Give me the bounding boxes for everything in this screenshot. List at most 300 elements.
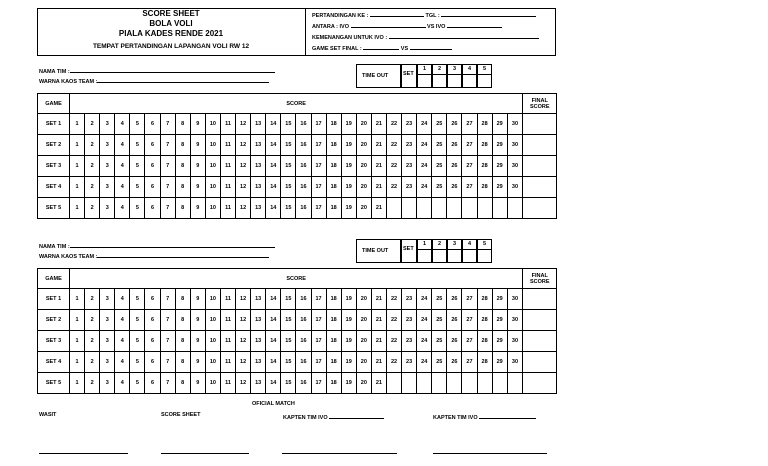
point-cell[interactable]: 8 — [175, 177, 190, 198]
point-cell[interactable]: 12 — [236, 352, 251, 373]
point-cell[interactable]: 22 — [386, 135, 401, 156]
point-cell[interactable]: 3 — [100, 310, 115, 331]
point-cell[interactable]: 2 — [85, 331, 100, 352]
point-cell[interactable]: 7 — [160, 289, 175, 310]
point-cell[interactable]: 16 — [296, 373, 311, 394]
point-cell[interactable]: 2 — [85, 310, 100, 331]
point-cell[interactable]: 16 — [296, 198, 311, 219]
point-cell[interactable]: 12 — [236, 156, 251, 177]
point-cell[interactable]: 7 — [160, 331, 175, 352]
point-cell[interactable]: 1 — [70, 331, 85, 352]
point-cell[interactable]: 11 — [220, 198, 235, 219]
final-score-cell[interactable] — [523, 289, 557, 310]
point-cell[interactable]: 18 — [326, 156, 341, 177]
point-cell[interactable]: 17 — [311, 156, 326, 177]
point-cell[interactable]: 15 — [281, 373, 296, 394]
point-cell[interactable]: 17 — [311, 289, 326, 310]
point-cell[interactable]: 17 — [311, 331, 326, 352]
point-cell[interactable]: 4 — [115, 289, 130, 310]
point-cell[interactable]: 1 — [70, 156, 85, 177]
point-cell[interactable]: 17 — [311, 310, 326, 331]
point-cell[interactable]: 15 — [281, 331, 296, 352]
point-cell[interactable]: 28 — [477, 156, 492, 177]
point-cell[interactable]: 22 — [386, 114, 401, 135]
point-cell[interactable]: 6 — [145, 373, 160, 394]
point-cell[interactable]: 20 — [356, 373, 371, 394]
captain-1-signature-line[interactable] — [282, 453, 397, 454]
point-cell[interactable]: 20 — [356, 177, 371, 198]
point-cell[interactable]: 13 — [251, 310, 266, 331]
point-cell[interactable]: 25 — [432, 177, 447, 198]
opponent-team-field[interactable] — [447, 21, 502, 28]
point-cell[interactable]: 18 — [326, 373, 341, 394]
point-cell[interactable]: 5 — [130, 289, 145, 310]
point-cell[interactable]: 28 — [477, 135, 492, 156]
point-cell[interactable]: 27 — [462, 135, 477, 156]
point-cell[interactable]: 15 — [281, 135, 296, 156]
point-cell[interactable]: 30 — [507, 156, 523, 177]
point-cell[interactable]: 29 — [492, 156, 507, 177]
point-cell[interactable]: 9 — [190, 177, 205, 198]
point-cell[interactable]: 13 — [251, 289, 266, 310]
point-cell[interactable]: 13 — [251, 198, 266, 219]
point-cell[interactable]: 14 — [266, 310, 281, 331]
point-cell[interactable]: 20 — [356, 156, 371, 177]
point-cell[interactable]: 14 — [266, 198, 281, 219]
point-cell[interactable]: 10 — [205, 198, 220, 219]
point-cell[interactable]: 19 — [341, 177, 356, 198]
point-cell[interactable]: 4 — [115, 177, 130, 198]
point-cell[interactable]: 10 — [205, 310, 220, 331]
point-cell[interactable]: 5 — [130, 310, 145, 331]
point-cell[interactable]: 4 — [115, 156, 130, 177]
point-cell[interactable]: 25 — [432, 352, 447, 373]
point-cell[interactable]: 14 — [266, 114, 281, 135]
point-cell[interactable]: 18 — [326, 352, 341, 373]
point-cell[interactable]: 6 — [145, 156, 160, 177]
point-cell[interactable]: 2 — [85, 352, 100, 373]
point-cell[interactable]: 5 — [130, 373, 145, 394]
point-cell[interactable]: 18 — [326, 114, 341, 135]
point-cell[interactable]: 7 — [160, 352, 175, 373]
point-cell[interactable]: 29 — [492, 289, 507, 310]
point-cell[interactable]: 21 — [371, 310, 386, 331]
point-cell[interactable]: 1 — [70, 198, 85, 219]
point-cell[interactable]: 9 — [190, 289, 205, 310]
final-score-cell[interactable] — [523, 373, 557, 394]
point-cell[interactable]: 24 — [417, 310, 432, 331]
point-cell[interactable]: 11 — [220, 114, 235, 135]
final-score-cell[interactable] — [523, 135, 557, 156]
point-cell[interactable]: 20 — [356, 310, 371, 331]
point-cell[interactable]: 28 — [477, 289, 492, 310]
timeout-mark-cell[interactable] — [432, 74, 447, 88]
point-cell[interactable]: 5 — [130, 352, 145, 373]
point-cell[interactable]: 30 — [507, 352, 523, 373]
point-cell[interactable]: 1 — [70, 177, 85, 198]
point-cell[interactable]: 24 — [417, 289, 432, 310]
point-cell[interactable]: 21 — [371, 135, 386, 156]
winner-field[interactable] — [389, 32, 539, 39]
point-cell[interactable]: 4 — [115, 352, 130, 373]
point-cell[interactable]: 19 — [341, 198, 356, 219]
point-cell[interactable]: 17 — [311, 373, 326, 394]
point-cell[interactable]: 18 — [326, 177, 341, 198]
point-cell[interactable]: 26 — [447, 114, 462, 135]
point-cell[interactable]: 16 — [296, 156, 311, 177]
point-cell[interactable]: 17 — [311, 352, 326, 373]
point-cell[interactable]: 5 — [130, 156, 145, 177]
point-cell[interactable]: 17 — [311, 198, 326, 219]
point-cell[interactable]: 29 — [492, 352, 507, 373]
point-cell[interactable]: 20 — [356, 135, 371, 156]
timeout-mark-cell[interactable] — [462, 249, 477, 263]
point-cell[interactable]: 7 — [160, 198, 175, 219]
point-cell[interactable]: 19 — [341, 156, 356, 177]
point-cell[interactable]: 21 — [371, 198, 386, 219]
point-cell[interactable]: 3 — [100, 177, 115, 198]
point-cell[interactable]: 4 — [115, 114, 130, 135]
final-score-cell[interactable] — [523, 331, 557, 352]
point-cell[interactable]: 12 — [236, 198, 251, 219]
point-cell[interactable]: 17 — [311, 177, 326, 198]
point-cell[interactable]: 20 — [356, 114, 371, 135]
point-cell[interactable]: 24 — [417, 331, 432, 352]
point-cell[interactable]: 12 — [236, 331, 251, 352]
point-cell[interactable]: 19 — [341, 135, 356, 156]
point-cell[interactable]: 17 — [311, 135, 326, 156]
point-cell[interactable]: 6 — [145, 352, 160, 373]
final-score-cell[interactable] — [523, 177, 557, 198]
point-cell[interactable]: 11 — [220, 331, 235, 352]
point-cell[interactable]: 27 — [462, 177, 477, 198]
point-cell[interactable]: 11 — [220, 177, 235, 198]
point-cell[interactable]: 21 — [371, 373, 386, 394]
point-cell[interactable]: 3 — [100, 114, 115, 135]
point-cell[interactable]: 6 — [145, 177, 160, 198]
point-cell[interactable]: 16 — [296, 352, 311, 373]
point-cell[interactable]: 22 — [386, 177, 401, 198]
point-cell[interactable]: 24 — [417, 177, 432, 198]
point-cell[interactable]: 10 — [205, 352, 220, 373]
referee-signature-line[interactable] — [39, 453, 128, 454]
point-cell[interactable]: 24 — [417, 352, 432, 373]
team-name-field[interactable] — [70, 66, 275, 73]
point-cell[interactable]: 14 — [266, 177, 281, 198]
match-number-field[interactable] — [370, 10, 424, 17]
point-cell[interactable]: 19 — [341, 114, 356, 135]
point-cell[interactable]: 4 — [115, 331, 130, 352]
between-team-field[interactable] — [351, 21, 426, 28]
point-cell[interactable]: 2 — [85, 114, 100, 135]
point-cell[interactable]: 3 — [100, 373, 115, 394]
point-cell[interactable]: 9 — [190, 352, 205, 373]
point-cell[interactable]: 2 — [85, 289, 100, 310]
point-cell[interactable]: 26 — [447, 352, 462, 373]
point-cell[interactable]: 24 — [417, 114, 432, 135]
point-cell[interactable]: 18 — [326, 198, 341, 219]
point-cell[interactable]: 12 — [236, 373, 251, 394]
point-cell[interactable]: 25 — [432, 156, 447, 177]
point-cell[interactable]: 23 — [402, 135, 417, 156]
point-cell[interactable]: 9 — [190, 114, 205, 135]
point-cell[interactable]: 25 — [432, 289, 447, 310]
point-cell[interactable]: 29 — [492, 177, 507, 198]
point-cell[interactable]: 9 — [190, 331, 205, 352]
point-cell[interactable]: 7 — [160, 156, 175, 177]
final-score-cell[interactable] — [523, 156, 557, 177]
timeout-mark-cell[interactable] — [417, 249, 432, 263]
point-cell[interactable]: 11 — [220, 156, 235, 177]
point-cell[interactable]: 25 — [432, 310, 447, 331]
timeout-mark-cell[interactable] — [447, 74, 462, 88]
point-cell[interactable]: 5 — [130, 177, 145, 198]
point-cell[interactable]: 20 — [356, 352, 371, 373]
point-cell[interactable]: 8 — [175, 331, 190, 352]
point-cell[interactable]: 19 — [341, 289, 356, 310]
point-cell[interactable]: 9 — [190, 156, 205, 177]
point-cell[interactable]: 22 — [386, 352, 401, 373]
point-cell[interactable]: 30 — [507, 177, 523, 198]
point-cell[interactable]: 15 — [281, 198, 296, 219]
point-cell[interactable]: 13 — [251, 373, 266, 394]
point-cell[interactable]: 28 — [477, 331, 492, 352]
point-cell[interactable]: 9 — [190, 310, 205, 331]
point-cell[interactable]: 2 — [85, 198, 100, 219]
point-cell[interactable]: 26 — [447, 310, 462, 331]
point-cell[interactable]: 16 — [296, 114, 311, 135]
point-cell[interactable]: 7 — [160, 114, 175, 135]
point-cell[interactable]: 20 — [356, 289, 371, 310]
final-set-home-field[interactable] — [363, 43, 399, 50]
date-field[interactable] — [441, 10, 536, 17]
point-cell[interactable]: 13 — [251, 177, 266, 198]
point-cell[interactable]: 22 — [386, 289, 401, 310]
point-cell[interactable]: 24 — [417, 135, 432, 156]
shirt-color-field[interactable] — [97, 251, 269, 258]
point-cell[interactable]: 30 — [507, 310, 523, 331]
point-cell[interactable]: 20 — [356, 198, 371, 219]
point-cell[interactable]: 3 — [100, 135, 115, 156]
point-cell[interactable]: 1 — [70, 114, 85, 135]
point-cell[interactable]: 6 — [145, 331, 160, 352]
point-cell[interactable]: 27 — [462, 156, 477, 177]
point-cell[interactable]: 5 — [130, 331, 145, 352]
point-cell[interactable]: 16 — [296, 289, 311, 310]
final-set-away-field[interactable] — [410, 43, 452, 50]
point-cell[interactable]: 27 — [462, 114, 477, 135]
timeout-mark-cell[interactable] — [462, 74, 477, 88]
point-cell[interactable]: 19 — [341, 331, 356, 352]
point-cell[interactable]: 20 — [356, 331, 371, 352]
point-cell[interactable]: 15 — [281, 289, 296, 310]
timeout-mark-cell[interactable] — [447, 249, 462, 263]
timeout-mark-cell[interactable] — [432, 249, 447, 263]
point-cell[interactable]: 26 — [447, 156, 462, 177]
point-cell[interactable]: 11 — [220, 310, 235, 331]
point-cell[interactable]: 4 — [115, 135, 130, 156]
point-cell[interactable]: 12 — [236, 310, 251, 331]
point-cell[interactable]: 6 — [145, 289, 160, 310]
point-cell[interactable]: 29 — [492, 331, 507, 352]
point-cell[interactable]: 12 — [236, 135, 251, 156]
point-cell[interactable]: 14 — [266, 352, 281, 373]
point-cell[interactable]: 9 — [190, 135, 205, 156]
point-cell[interactable]: 5 — [130, 198, 145, 219]
point-cell[interactable]: 8 — [175, 373, 190, 394]
point-cell[interactable]: 8 — [175, 198, 190, 219]
point-cell[interactable]: 1 — [70, 352, 85, 373]
point-cell[interactable]: 28 — [477, 114, 492, 135]
point-cell[interactable]: 12 — [236, 289, 251, 310]
point-cell[interactable]: 5 — [130, 135, 145, 156]
point-cell[interactable]: 25 — [432, 135, 447, 156]
point-cell[interactable]: 23 — [402, 331, 417, 352]
point-cell[interactable]: 2 — [85, 156, 100, 177]
point-cell[interactable]: 13 — [251, 135, 266, 156]
point-cell[interactable]: 14 — [266, 135, 281, 156]
point-cell[interactable]: 21 — [371, 331, 386, 352]
point-cell[interactable]: 12 — [236, 177, 251, 198]
shirt-color-field[interactable] — [97, 76, 269, 83]
point-cell[interactable]: 11 — [220, 373, 235, 394]
point-cell[interactable]: 15 — [281, 352, 296, 373]
point-cell[interactable]: 23 — [402, 177, 417, 198]
captain-2-name-field[interactable] — [479, 412, 536, 419]
point-cell[interactable]: 6 — [145, 135, 160, 156]
point-cell[interactable]: 10 — [205, 114, 220, 135]
point-cell[interactable]: 27 — [462, 289, 477, 310]
point-cell[interactable]: 14 — [266, 331, 281, 352]
point-cell[interactable]: 7 — [160, 177, 175, 198]
final-score-cell[interactable] — [523, 310, 557, 331]
point-cell[interactable]: 8 — [175, 156, 190, 177]
point-cell[interactable]: 30 — [507, 135, 523, 156]
point-cell[interactable]: 6 — [145, 114, 160, 135]
point-cell[interactable]: 12 — [236, 114, 251, 135]
final-score-cell[interactable] — [523, 114, 557, 135]
timeout-mark-cell[interactable] — [477, 249, 492, 263]
point-cell[interactable]: 19 — [341, 352, 356, 373]
point-cell[interactable]: 1 — [70, 310, 85, 331]
point-cell[interactable]: 29 — [492, 135, 507, 156]
point-cell[interactable]: 6 — [145, 198, 160, 219]
point-cell[interactable]: 16 — [296, 135, 311, 156]
point-cell[interactable]: 10 — [205, 331, 220, 352]
point-cell[interactable]: 15 — [281, 310, 296, 331]
timeout-mark-cell[interactable] — [417, 74, 432, 88]
point-cell[interactable]: 2 — [85, 373, 100, 394]
point-cell[interactable]: 15 — [281, 114, 296, 135]
point-cell[interactable]: 25 — [432, 114, 447, 135]
point-cell[interactable]: 1 — [70, 373, 85, 394]
point-cell[interactable]: 16 — [296, 177, 311, 198]
point-cell[interactable]: 13 — [251, 331, 266, 352]
point-cell[interactable]: 23 — [402, 310, 417, 331]
team-name-field[interactable] — [70, 241, 275, 248]
point-cell[interactable]: 6 — [145, 310, 160, 331]
point-cell[interactable]: 8 — [175, 352, 190, 373]
point-cell[interactable]: 21 — [371, 156, 386, 177]
point-cell[interactable]: 2 — [85, 177, 100, 198]
point-cell[interactable]: 18 — [326, 135, 341, 156]
point-cell[interactable]: 8 — [175, 310, 190, 331]
point-cell[interactable]: 2 — [85, 135, 100, 156]
point-cell[interactable]: 9 — [190, 373, 205, 394]
final-score-cell[interactable] — [523, 198, 557, 219]
score-sheet-signature-line[interactable] — [161, 453, 249, 454]
point-cell[interactable]: 26 — [447, 289, 462, 310]
point-cell[interactable]: 4 — [115, 198, 130, 219]
point-cell[interactable]: 21 — [371, 352, 386, 373]
point-cell[interactable]: 30 — [507, 331, 523, 352]
point-cell[interactable]: 15 — [281, 177, 296, 198]
timeout-mark-cell[interactable] — [477, 74, 492, 88]
point-cell[interactable]: 16 — [296, 310, 311, 331]
final-score-cell[interactable] — [523, 352, 557, 373]
point-cell[interactable]: 11 — [220, 289, 235, 310]
point-cell[interactable]: 27 — [462, 352, 477, 373]
point-cell[interactable]: 14 — [266, 156, 281, 177]
point-cell[interactable]: 28 — [477, 177, 492, 198]
point-cell[interactable]: 23 — [402, 352, 417, 373]
point-cell[interactable]: 18 — [326, 310, 341, 331]
point-cell[interactable]: 16 — [296, 331, 311, 352]
point-cell[interactable]: 29 — [492, 114, 507, 135]
point-cell[interactable]: 21 — [371, 114, 386, 135]
point-cell[interactable]: 22 — [386, 310, 401, 331]
point-cell[interactable]: 28 — [477, 310, 492, 331]
point-cell[interactable]: 27 — [462, 331, 477, 352]
point-cell[interactable]: 11 — [220, 352, 235, 373]
point-cell[interactable]: 3 — [100, 331, 115, 352]
point-cell[interactable]: 3 — [100, 198, 115, 219]
point-cell[interactable]: 14 — [266, 289, 281, 310]
captain-2-signature-line[interactable] — [433, 453, 547, 454]
point-cell[interactable]: 30 — [507, 289, 523, 310]
point-cell[interactable]: 7 — [160, 135, 175, 156]
point-cell[interactable]: 1 — [70, 135, 85, 156]
point-cell[interactable]: 22 — [386, 331, 401, 352]
point-cell[interactable]: 4 — [115, 373, 130, 394]
point-cell[interactable]: 18 — [326, 331, 341, 352]
point-cell[interactable]: 29 — [492, 310, 507, 331]
point-cell[interactable]: 3 — [100, 156, 115, 177]
point-cell[interactable]: 10 — [205, 177, 220, 198]
point-cell[interactable]: 26 — [447, 135, 462, 156]
point-cell[interactable]: 13 — [251, 156, 266, 177]
point-cell[interactable]: 26 — [447, 177, 462, 198]
point-cell[interactable]: 14 — [266, 373, 281, 394]
point-cell[interactable]: 23 — [402, 114, 417, 135]
point-cell[interactable]: 28 — [477, 352, 492, 373]
point-cell[interactable]: 27 — [462, 310, 477, 331]
point-cell[interactable]: 8 — [175, 289, 190, 310]
point-cell[interactable]: 22 — [386, 156, 401, 177]
point-cell[interactable]: 25 — [432, 331, 447, 352]
point-cell[interactable]: 15 — [281, 156, 296, 177]
point-cell[interactable]: 13 — [251, 352, 266, 373]
point-cell[interactable]: 23 — [402, 156, 417, 177]
point-cell[interactable]: 11 — [220, 135, 235, 156]
point-cell[interactable]: 3 — [100, 352, 115, 373]
point-cell[interactable]: 21 — [371, 177, 386, 198]
point-cell[interactable]: 13 — [251, 114, 266, 135]
point-cell[interactable]: 19 — [341, 373, 356, 394]
point-cell[interactable]: 4 — [115, 310, 130, 331]
point-cell[interactable]: 23 — [402, 289, 417, 310]
point-cell[interactable]: 8 — [175, 135, 190, 156]
